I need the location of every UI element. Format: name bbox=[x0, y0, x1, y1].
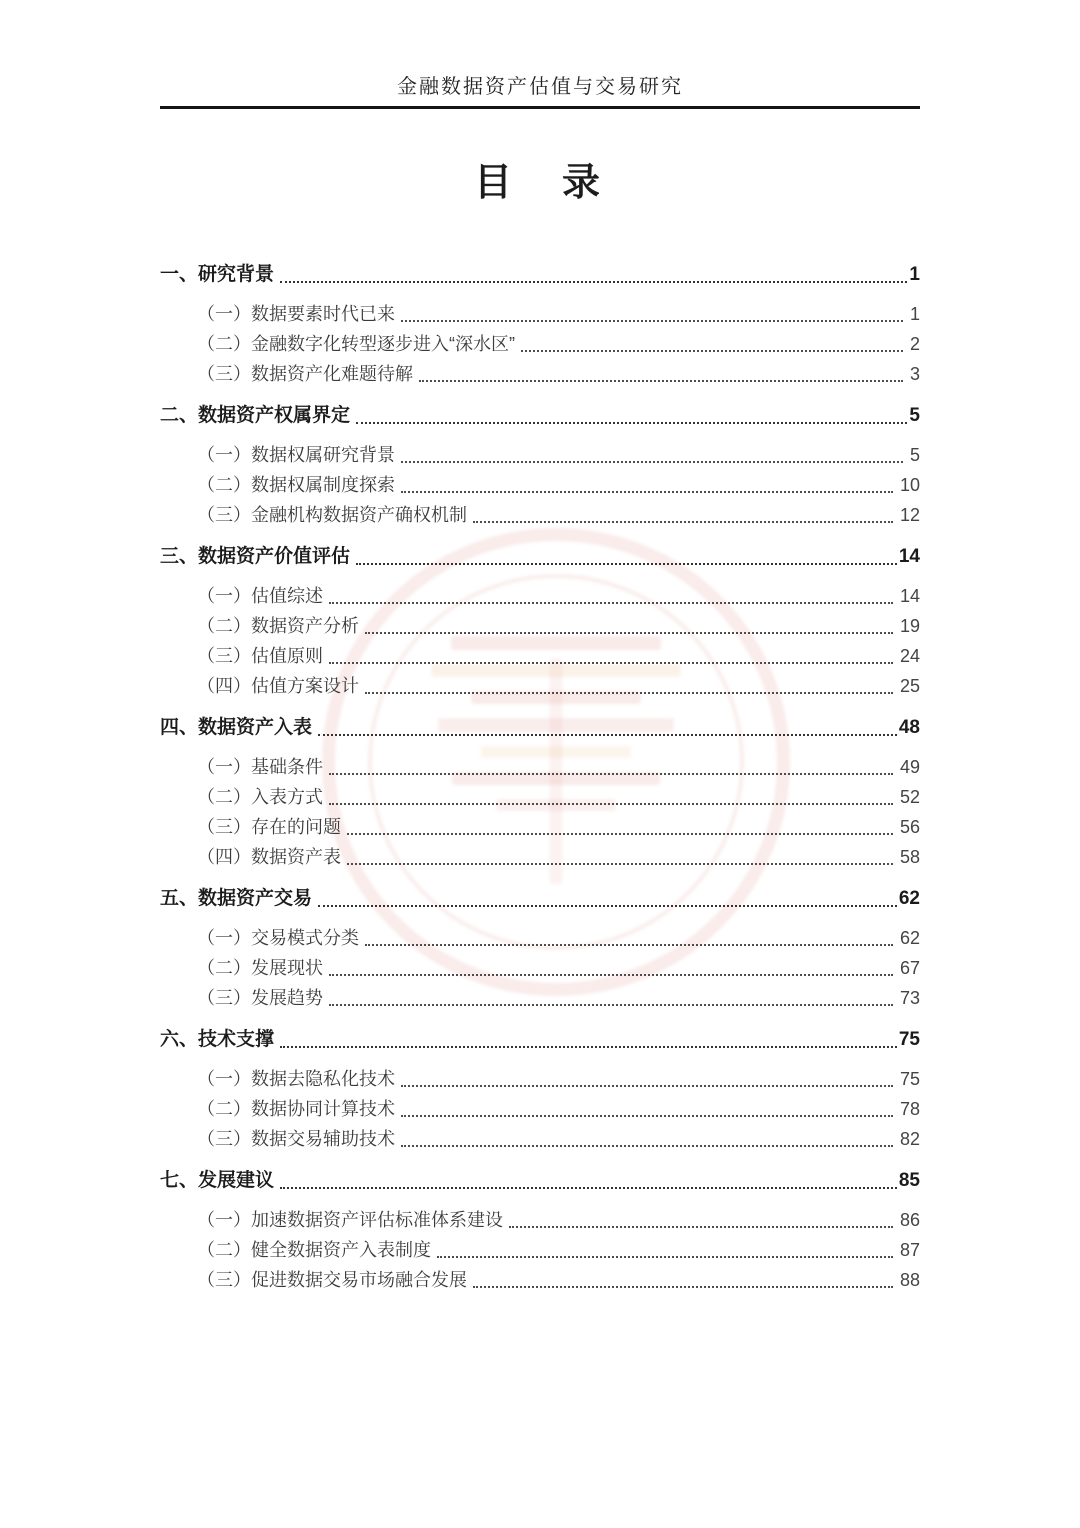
toc-subsection-row bbox=[160, 1265, 920, 1295]
toc-subsection-label: （四）数据资产表 bbox=[197, 847, 341, 867]
dot-leader bbox=[356, 422, 907, 424]
toc-subsection-label: （三）数据资产化难题待解 bbox=[197, 364, 413, 384]
toc-subsection-page-number: 25 bbox=[899, 676, 920, 696]
toc-subsection-label: （一）数据去隐私化技术 bbox=[197, 1069, 395, 1089]
toc-subsection-row bbox=[160, 782, 920, 812]
dot-leader bbox=[329, 602, 893, 604]
toc-subsection-row bbox=[160, 1094, 920, 1124]
toc-subsection-page-number: 12 bbox=[899, 505, 920, 525]
toc-chapter-label: 五、数据资产交易 bbox=[160, 888, 313, 909]
dot-leader bbox=[401, 1085, 893, 1087]
toc-chapter-label: 四、数据资产入表 bbox=[160, 717, 313, 738]
toc-chapter-page-number: 1 bbox=[909, 264, 920, 285]
dot-leader bbox=[280, 281, 907, 283]
toc-chapter-page-number: 14 bbox=[898, 546, 920, 567]
toc-subsection-label: （二）金融数字化转型逐步进入“深水区” bbox=[197, 334, 515, 354]
toc-subsection-label: （三）存在的问题 bbox=[197, 817, 341, 837]
dot-leader bbox=[401, 461, 903, 463]
dot-leader bbox=[280, 1187, 897, 1189]
dot-leader bbox=[365, 944, 893, 946]
toc-subsection-page-number: 3 bbox=[909, 364, 920, 384]
dot-leader bbox=[401, 491, 893, 493]
toc-subsection-row bbox=[160, 299, 920, 329]
toc-subsection-label: （二）健全数据资产入表制度 bbox=[197, 1240, 431, 1260]
dot-leader bbox=[419, 380, 903, 382]
toc-subsection-label: （一）加速数据资产评估标准体系建设 bbox=[197, 1210, 503, 1230]
toc-subsection-label: （三）估值原则 bbox=[197, 646, 323, 666]
toc-subsection-page-number: 62 bbox=[899, 928, 920, 948]
toc-subsection-row bbox=[160, 611, 920, 641]
toc-subsection-label: （二）发展现状 bbox=[197, 958, 323, 978]
dot-leader bbox=[347, 863, 893, 865]
toc-chapter-page-number: 85 bbox=[898, 1170, 920, 1191]
toc-chapter-row bbox=[160, 260, 920, 290]
toc-subsection-label: （二）入表方式 bbox=[197, 787, 323, 807]
running-header bbox=[160, 0, 920, 109]
toc-subsection-label: （二）数据协同计算技术 bbox=[197, 1099, 395, 1119]
table-of-contents bbox=[160, 260, 920, 1295]
toc-subsection-label: （二）数据资产分析 bbox=[197, 616, 359, 636]
toc-subsection-page-number: 56 bbox=[899, 817, 920, 837]
toc-chapter-page-number: 75 bbox=[898, 1029, 920, 1050]
toc-chapter-row bbox=[160, 401, 920, 431]
dot-leader bbox=[329, 773, 893, 775]
toc-subsection-row bbox=[160, 812, 920, 842]
toc-subsection-page-number: 52 bbox=[899, 787, 920, 807]
toc-subsection-page-number: 82 bbox=[899, 1129, 920, 1149]
toc-subsection-page-number: 87 bbox=[899, 1240, 920, 1260]
toc-chapter-label: 七、发展建议 bbox=[160, 1170, 275, 1191]
toc-subsection-row bbox=[160, 641, 920, 671]
content-area bbox=[160, 0, 920, 1295]
toc-subsection-page-number: 1 bbox=[909, 304, 920, 324]
toc-chapter-page-number: 62 bbox=[898, 888, 920, 909]
toc-chapter-row bbox=[160, 713, 920, 743]
toc-chapter-label: 二、数据资产权属界定 bbox=[160, 405, 351, 426]
toc-subsection-page-number: 14 bbox=[899, 586, 920, 606]
toc-chapter-label: 六、技术支撑 bbox=[160, 1029, 275, 1050]
toc-subsection-label: （三）数据交易辅助技术 bbox=[197, 1129, 395, 1149]
dot-leader bbox=[473, 521, 893, 523]
toc-subsection-page-number: 10 bbox=[899, 475, 920, 495]
dot-leader bbox=[347, 833, 893, 835]
dot-leader bbox=[401, 1115, 893, 1117]
toc-subsection-row bbox=[160, 752, 920, 782]
toc-subsection-label: （三）促进数据交易市场融合发展 bbox=[197, 1270, 467, 1290]
toc-subsection-row bbox=[160, 923, 920, 953]
toc-chapter-row bbox=[160, 542, 920, 572]
toc-subsection-page-number: 75 bbox=[899, 1069, 920, 1089]
toc-subsection-row bbox=[160, 1235, 920, 1265]
toc-subsection-row bbox=[160, 953, 920, 983]
dot-leader bbox=[329, 662, 893, 664]
toc-subsection-page-number: 24 bbox=[899, 646, 920, 666]
toc-subsection-row bbox=[160, 329, 920, 359]
toc-subsection-page-number: 19 bbox=[899, 616, 920, 636]
toc-subsection-page-number: 67 bbox=[899, 958, 920, 978]
dot-leader bbox=[509, 1226, 893, 1228]
dot-leader bbox=[280, 1046, 897, 1048]
toc-subsection-row bbox=[160, 581, 920, 611]
toc-subsection-row bbox=[160, 1205, 920, 1235]
dot-leader bbox=[329, 974, 893, 976]
dot-leader bbox=[401, 320, 903, 322]
toc-subsection-label: （四）估值方案设计 bbox=[197, 676, 359, 696]
toc-subsection-page-number: 86 bbox=[899, 1210, 920, 1230]
toc-chapter-label: 三、数据资产价值评估 bbox=[160, 546, 351, 567]
toc-subsection-label: （一）交易模式分类 bbox=[197, 928, 359, 948]
dot-leader bbox=[318, 905, 897, 907]
toc-subsection-row bbox=[160, 500, 920, 530]
toc-subsection-page-number: 78 bbox=[899, 1099, 920, 1119]
toc-chapter-row bbox=[160, 1166, 920, 1196]
toc-subsection-page-number: 88 bbox=[899, 1270, 920, 1290]
toc-chapter-row bbox=[160, 884, 920, 914]
toc-subsection-row bbox=[160, 1124, 920, 1154]
toc-chapter-page-number: 48 bbox=[898, 717, 920, 738]
toc-subsection-label: （三）发展趋势 bbox=[197, 988, 323, 1008]
dot-leader bbox=[365, 632, 893, 634]
dot-leader bbox=[318, 734, 897, 736]
dot-leader bbox=[521, 350, 903, 352]
dot-leader bbox=[356, 563, 897, 565]
toc-chapter-row bbox=[160, 1025, 920, 1055]
toc-subsection-label: （一）基础条件 bbox=[197, 757, 323, 777]
toc-subsection-row bbox=[160, 359, 920, 389]
dot-leader bbox=[401, 1145, 893, 1147]
toc-chapter-page-number: 5 bbox=[909, 405, 920, 426]
toc-subsection-label: （二）数据权属制度探索 bbox=[197, 475, 395, 495]
dot-leader bbox=[329, 1004, 893, 1006]
toc-subsection-page-number: 49 bbox=[899, 757, 920, 777]
toc-subsection-row bbox=[160, 842, 920, 872]
dot-leader bbox=[329, 803, 893, 805]
toc-page-title: 目 录 bbox=[473, 162, 606, 204]
toc-subsection-row bbox=[160, 1064, 920, 1094]
toc-subsection-row bbox=[160, 671, 920, 701]
toc-subsection-label: （一）数据要素时代已来 bbox=[197, 304, 395, 324]
toc-subsection-label: （一）数据权属研究背景 bbox=[197, 445, 395, 465]
dot-leader bbox=[437, 1256, 893, 1258]
document-title: 金融数据资产估值与交易研究 bbox=[397, 76, 683, 98]
toc-subsection-page-number: 58 bbox=[899, 847, 920, 867]
toc-subsection-row bbox=[160, 983, 920, 1013]
toc-subsection-row bbox=[160, 470, 920, 500]
toc-subsection-page-number: 73 bbox=[899, 988, 920, 1008]
toc-subsection-row bbox=[160, 440, 920, 470]
dot-leader bbox=[473, 1286, 893, 1288]
toc-subsection-page-number: 2 bbox=[909, 334, 920, 354]
toc-chapter-label: 一、研究背景 bbox=[160, 264, 275, 285]
toc-subsection-label: （一）估值综述 bbox=[197, 586, 323, 606]
toc-subsection-page-number: 5 bbox=[909, 445, 920, 465]
toc-subsection-label: （三）金融机构数据资产确权机制 bbox=[197, 505, 467, 525]
dot-leader bbox=[365, 692, 893, 694]
